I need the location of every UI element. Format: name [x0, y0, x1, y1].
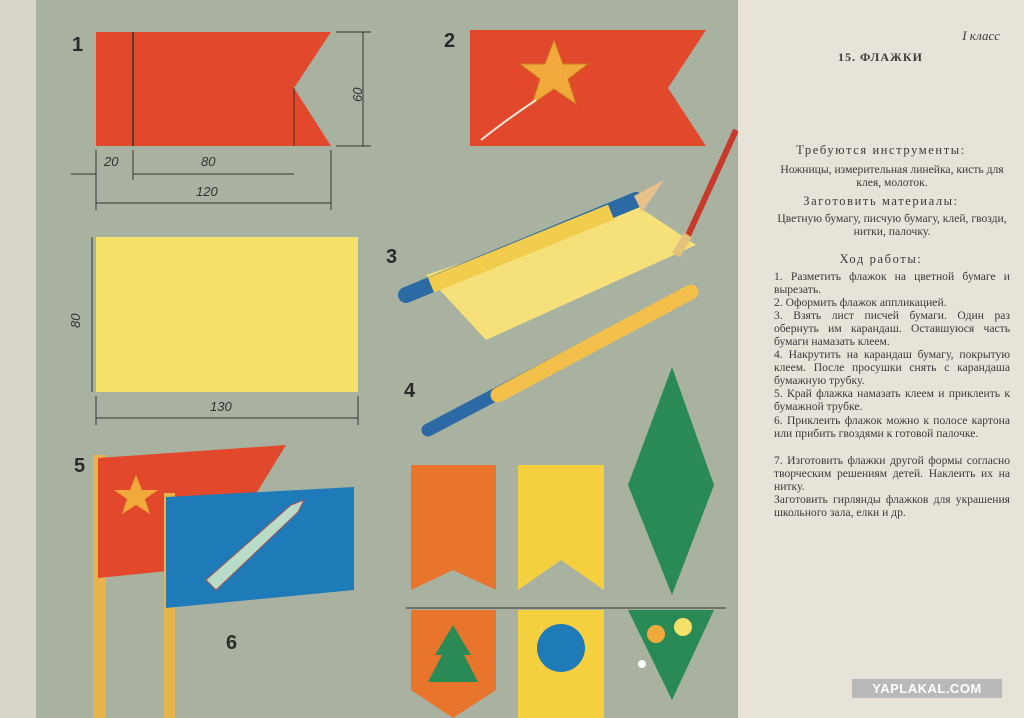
figure-number-1: 1: [72, 34, 84, 56]
figure-number-4: 4: [404, 380, 416, 402]
dimension-130: 130: [210, 399, 232, 414]
figure-number-2: 2: [444, 30, 456, 52]
materials-heading: Заготовить материалы:: [803, 194, 959, 208]
step-7: 7. Изготовить флажки другой формы согласно творческим решениям детей. Наклеить их на нитку.: [774, 454, 1010, 493]
figure-number-6: 6: [226, 632, 238, 654]
illustration-panel: [36, 0, 738, 718]
dimension-20: 20: [104, 154, 119, 169]
materials-text: Цветную бумагу, писчую бумагу, клей, гвозди, нитки, палочку.: [777, 212, 1007, 238]
closing-note: Заготовить гирлянды флажков для украшения школьного зала, елки и др.: [774, 493, 1010, 519]
figure-number-5: 5: [74, 455, 86, 477]
step-6: 6. Приклеить флажок можно к полосе картона или прибить гвоздями к готовой палочке.: [774, 414, 1010, 440]
step-1: 1. Разметить флажок на цветной бумаге и вырезать.: [774, 270, 1010, 296]
step-2: 2. Оформить флажок аппликацией.: [774, 296, 947, 309]
grade-label: I класс: [962, 28, 1000, 43]
tools-heading: Требуются инструменты:: [796, 143, 966, 157]
step-4: 4. Накрутить на карандаш бумагу, покрытую клеем. После просушки снять с карандаша бумажную трубку.: [774, 348, 1010, 387]
paper-sheet-drawing: [92, 237, 358, 425]
dimension-60: 60: [350, 87, 365, 102]
illustration: [36, 0, 738, 718]
dimension-120: 120: [196, 184, 218, 199]
flag-2-drawing: [470, 30, 706, 146]
step-5: 5. Край флажка намазать клеем и приклеить к бумажной трубке.: [774, 387, 1010, 413]
dimension-80-height: 80: [68, 313, 83, 328]
instructions-panel: [738, 0, 1024, 718]
step-3: 3. Взять лист писчей бумаги. Один раз обернуть им карандаш. Оставшуюся часть бумаги намазать клеем.: [774, 309, 1010, 348]
work-heading: Ход работы:: [839, 252, 923, 266]
flags-on-poles-drawing: [93, 445, 354, 718]
flag-1-drawing: [71, 32, 371, 210]
dimension-80-width: 80: [201, 154, 216, 169]
pencil-with-paper-drawing: [406, 130, 736, 340]
watermark: YAPLAKAL.COM: [852, 679, 1002, 698]
page-title: 15. ФЛАЖКИ: [838, 50, 923, 64]
tools-text: Ножницы, измерительная линейка, кисть для клея, молоток.: [780, 163, 1004, 189]
figure-number-3: 3: [386, 246, 398, 268]
